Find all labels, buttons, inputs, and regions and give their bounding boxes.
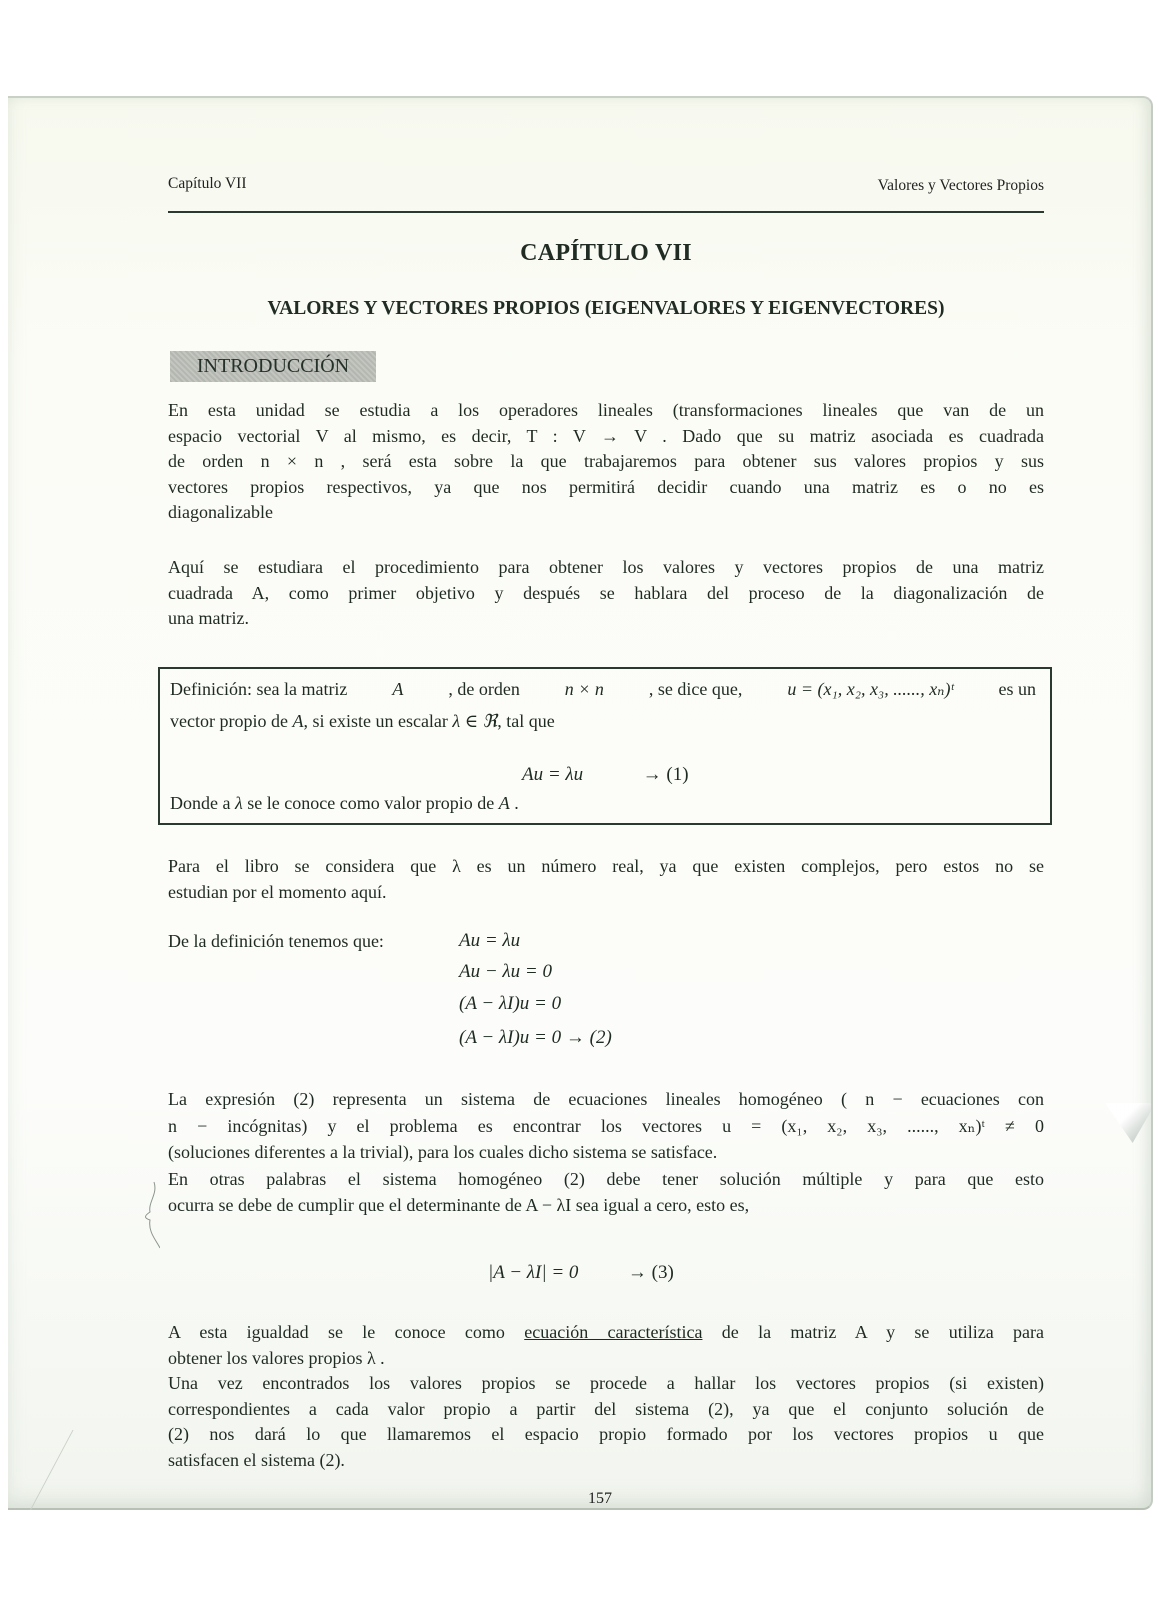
homogeneous-paragraph <box>168 1086 1044 1219</box>
real-eigenvalue-note <box>168 854 1044 905</box>
math-matrix-a: A <box>292 711 304 731</box>
derivation-step-3: (A − λI)u = 0 <box>459 993 562 1014</box>
text-line: (soluciones diferentes a la trivial), para los cuales dicho sistema se satisface. <box>168 1142 718 1162</box>
text-line: ocurra se debe de cumplir que el determinante de A − λI sea igual a cero, esto es, <box>168 1195 750 1215</box>
math-lambda-in-reals: λ ∈ ℜ <box>452 711 498 731</box>
text-line <box>168 1320 1044 1346</box>
running-head-chapter: Capítulo VII <box>168 175 247 192</box>
handwritten-margin-brace-icon <box>140 1180 160 1250</box>
header-rule <box>168 211 1044 213</box>
text-line: obtener los valores propios λ . <box>168 1347 385 1368</box>
text-fragment: , de orden <box>448 679 520 699</box>
text-line: La expresión (2) representa un sistema de ecuaciones lineales homogéneo ( n − ecuaciones con <box>168 1089 1044 1109</box>
text-fragment: , si existe un escalar <box>303 711 448 731</box>
definition-line-2 <box>170 711 555 732</box>
text-line: correspondientes a cada valor propio a partir del sistema (2), ya que el conjunto solución de <box>168 1398 1044 1419</box>
text-line: espacio vectorial V al mismo, es decir, T : V → V . Dado que su matriz asociada es cuadrada <box>168 425 1044 446</box>
text-line: (2) nos dará lo que llamaremos el espacio propio formado por los vectores propios u que <box>168 1424 1044 1444</box>
text-line: Para el libro se considera que λ es un número real, ya que existen complejos, pero estos no se <box>168 856 1044 876</box>
chapter-subtitle: VALORES Y VECTORES PROPIOS (EIGENVALORES Y EIGENVECTORES) <box>267 298 945 319</box>
text-line: una matriz. <box>168 608 249 628</box>
definition-line-3 <box>170 793 519 814</box>
chapter-title: CAPÍTULO VII <box>520 240 692 266</box>
math-eigen-equation: Au = λu <box>522 764 584 785</box>
characteristic-paragraph <box>168 1320 1044 1473</box>
text-fragment: es un <box>998 679 1036 699</box>
math-characteristic-determinant: |A − λI| = 0 <box>488 1262 579 1283</box>
text-fragment: de la matriz A y se utiliza para <box>721 1322 1045 1342</box>
text-line: de orden n × n , será esta sobre la que trabajaremos para obtener sus valores propios y sus <box>168 451 1044 471</box>
text-line: diagonalizable <box>168 502 273 522</box>
math-matrix-a: A <box>498 793 510 813</box>
equation-3 <box>488 1262 674 1284</box>
running-head-topic: Valores y Vectores Propios <box>877 177 1044 194</box>
text-fragment: , tal que <box>497 711 555 731</box>
text-line: satisfacen el sistema (2). <box>168 1449 345 1470</box>
text-line: Una vez encontrados los valores propios se procede a hallar los vectores propios (si existen) <box>168 1373 1044 1393</box>
equation-1 <box>522 764 689 786</box>
intro-paragraph <box>168 398 1044 526</box>
running-head <box>168 175 1044 197</box>
math-order: n × n <box>564 679 604 699</box>
term-ecuacion-caracteristica: ecuación característica <box>524 1322 703 1342</box>
derivation-step-1: Au = λu <box>459 930 521 951</box>
math-lambda: λ <box>234 793 243 813</box>
text-fragment: . <box>514 793 519 813</box>
definition-box <box>158 667 1052 825</box>
equation-ref: → (3) <box>627 1262 674 1283</box>
derivation-step-4: (A − λI)u = 0 → (2) <box>459 1027 612 1048</box>
text-fragment: se le conoce como valor propio de <box>247 793 495 813</box>
derivation-label: De la definición tenemos que: <box>168 931 384 951</box>
text-line: cuadrada A, como primer objetivo y después se hablara del proceso de la diagonalización de <box>168 582 1044 603</box>
math-matrix-a: A <box>392 679 404 699</box>
text-line: Aquí se estudiara el procedimiento para obtener los valores y vectores propios de una matriz <box>168 557 1044 577</box>
section-heading-introduccion: INTRODUCCIÓN <box>170 351 376 382</box>
equation-ref: → (1) <box>642 764 689 785</box>
text-fragment: A esta igualdad se le conoce como <box>168 1322 505 1342</box>
page-number: 157 <box>588 1490 612 1507</box>
aims-paragraph <box>168 555 1044 632</box>
derivation-step-2: Au − λu = 0 <box>459 961 552 982</box>
text-line: En otras palabras el sistema homogéneo (2) debe tener solución múltiple y para que esto <box>168 1168 1044 1189</box>
text-fragment: vector propio de <box>170 711 288 731</box>
definition-line-1 <box>170 679 1036 700</box>
text-fragment: Donde a <box>170 793 231 813</box>
math-vector-u: u = (x₁, x₂, x₃, ......, xₙ)ᵗ <box>787 679 954 699</box>
text-line: vectores propios respectivos, ya que nos permitirá decidir cuando una matriz es o no es <box>168 476 1044 497</box>
text-line: En esta unidad se estudia a los operadores lineales (transformaciones lineales que van de un <box>168 400 1044 420</box>
text-fragment: , se dice que, <box>648 679 743 699</box>
text-fragment: Definición: sea la matriz <box>170 679 348 699</box>
text-line: n − incógnitas) y el problema es encontrar los vectores u = (x₁, x₂, x₃, ......, xₙ)ᵗ ≠ 0 <box>168 1115 1044 1136</box>
text-line: estudian por el momento aquí. <box>168 881 387 902</box>
